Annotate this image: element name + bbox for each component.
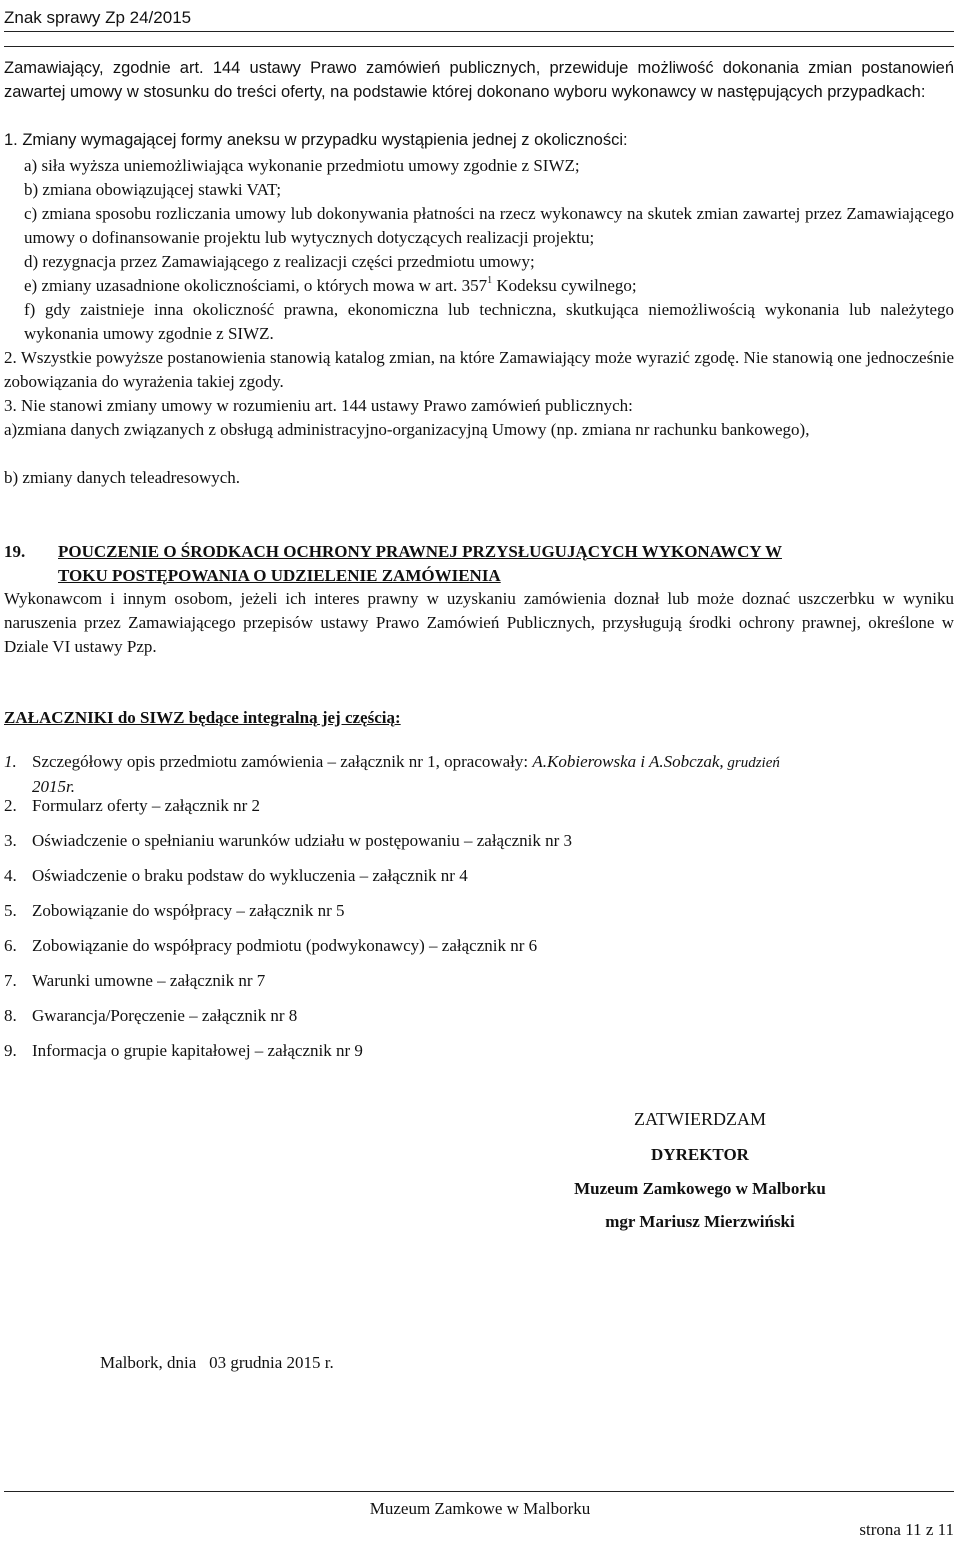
list-item: [24, 274, 954, 298]
section-19-title: [4, 540, 954, 588]
point-3-item-a: a)zmiana danych związanych z obsługą administracyjno-organizacyjną Umowy (np. zmiana nr rachunku bankowego),: [4, 420, 810, 439]
annex-date-year: 2015r.: [32, 777, 75, 796]
annex-text: Oświadczenie o spełnianiu warunków udziału w postępowaniu – załącznik nr 3: [32, 831, 573, 850]
annex-text: Zobowiązanie do współpracy podmiotu (podwykonawcy) – załącznik nr 6: [32, 936, 538, 955]
point-3-item-b: b) zmiany danych teleadresowych.: [4, 468, 241, 487]
approval-signatory: mgr Mariusz Mierzwiński: [605, 1212, 795, 1231]
place-date: Malbork, dnia 03 grudnia 2015 r.: [100, 1353, 334, 1372]
list-item: c) zmiana sposobu rozliczania umowy lub dokonywania płatności na rzecz wykonawcy na skutek zmian zawartej przez Zamawiającego umowy o dofinansowanie projektu lub wytycznych dotyczących realizacji projektu;: [24, 204, 954, 247]
point-2-paragraph: 2. Wszystkie powyższe postanowienia stanowią katalog zmian, na które Zamawiający może wyrazić zgodę. Nie stanowią one jednocześnie zobowiązania do wyrażenia takiej zgody.: [4, 348, 954, 391]
annex-number: 1.: [4, 752, 17, 771]
page-number: strona 11 z 11: [859, 1520, 954, 1539]
annex-item-7: [4, 969, 954, 993]
annex-date: grudzień: [723, 755, 780, 771]
annex-authors: A.Kobierowska i A.Sobczak,: [532, 752, 724, 771]
list-item: a) siła wyższa uniemożliwiająca wykonanie przedmiotu umowy zgodnie z SIWZ;: [24, 156, 580, 175]
annex-item-9: [4, 1039, 954, 1063]
approval-role: DYREKTOR: [651, 1145, 749, 1164]
annex-number: 5.: [4, 901, 17, 920]
annex-item-5: [4, 899, 954, 923]
section-19-body: Wykonawcom i innym osobom, jeżeli ich interes prawny w uzyskaniu zamówienia doznał lub może doznać uszczerbku w wyniku naruszenia przez Zamawiającego przepisów ustawy Prawo Zamówień Publicznych, przysługują środki ochrony prawnej, określone w Dziale VI ustawy Pzp.: [4, 589, 954, 656]
annex-number: 2.: [4, 796, 17, 815]
item-e-text: e) zmiany uzasadnione okolicznościami, o których mowa w art. 357: [24, 276, 488, 295]
section-title-line-2: TOKU POSTĘPOWANIA O UDZIELENIE ZAMÓWIENIA: [58, 566, 501, 585]
intro-paragraph: Zamawiający, zgodnie art. 144 ustawy Prawo zamówień publicznych, przewiduje możliwość dokonania zmian postanowień zawartej umowy w stosunku do treści oferty, na podstawie której dokonano wyboru wykonawcy w następujących przypadkach:: [4, 59, 954, 101]
header-rule-lower: [4, 46, 954, 47]
annex-number: 9.: [4, 1041, 17, 1060]
annex-text: Warunki umowne – załącznik nr 7: [32, 971, 266, 990]
annexes-heading: ZAŁACZNIKI do SIWZ będące integralną jej częścią:: [4, 708, 401, 727]
list-item: f) gdy zaistnieje inna okoliczność prawna, ekonomiczna lub techniczna, skutkująca niemożliwością wykonania lub należytego wykonania umowy zgodnie z SIWZ.: [24, 300, 954, 343]
annex-number: 6.: [4, 936, 17, 955]
annex-text: Oświadczenie o braku podstaw do wykluczenia – załącznik nr 4: [32, 866, 468, 885]
annex-number: 4.: [4, 866, 17, 885]
footer-institution: Muzeum Zamkowe w Malborku: [369, 1499, 591, 1518]
point-3-lead: 3. Nie stanowi zmiany umowy w rozumieniu art. 144 ustawy Prawo zamówień publicznych:: [4, 396, 633, 415]
annex-text: Zobowiązanie do współpracy – załącznik nr 5: [32, 901, 345, 920]
approval-institution: Muzeum Zamkowego w Malborku: [574, 1179, 826, 1198]
annex-item-1: [4, 750, 954, 799]
annex-number: 3.: [4, 831, 17, 850]
annex-text: Formularz oferty – załącznik nr 2: [32, 796, 260, 815]
section-title-line-1: POUCZENIE O ŚRODKACH OCHRONY PRAWNEJ PRZYSŁUGUJĄCYCH WYKONAWCY W: [58, 542, 782, 561]
superscript: 1: [487, 275, 493, 286]
annex-text: Gwarancja/Poręczenie – załącznik nr 8: [32, 1006, 298, 1025]
annex-text: Informacja o grupie kapitałowej – załącznik nr 9: [32, 1041, 363, 1060]
case-number: Znak sprawy Zp 24/2015: [4, 8, 192, 27]
annex-text: Szczegółowy opis przedmiotu zamówienia – załącznik nr 1, opracowały:: [32, 752, 533, 771]
annex-item-4: [4, 864, 954, 888]
annex-number: 8.: [4, 1006, 17, 1025]
list-item: d) rezygnacja przez Zamawiającego z realizacji części przedmiotu umowy;: [24, 252, 535, 271]
section-number: 19.: [4, 542, 26, 561]
annex-item-3: [4, 829, 954, 853]
annex-item-2: [4, 794, 954, 818]
approval-heading: ZATWIERDZAM: [634, 1109, 766, 1129]
point-1-list: [4, 154, 954, 346]
footer-rule: [4, 1491, 954, 1492]
annex-item-8: [4, 1004, 954, 1028]
point-1-lead: 1. Zmiany wymagającej formy aneksu w przypadku wystąpienia jednej z okoliczności:: [4, 131, 628, 149]
annex-item-6: [4, 934, 954, 958]
list-item: b) zmiana obowiązującej stawki VAT;: [24, 180, 282, 199]
header-rule: [4, 31, 954, 32]
annex-number: 7.: [4, 971, 17, 990]
item-e-text-end: Kodeksu cywilnego;: [492, 276, 637, 295]
